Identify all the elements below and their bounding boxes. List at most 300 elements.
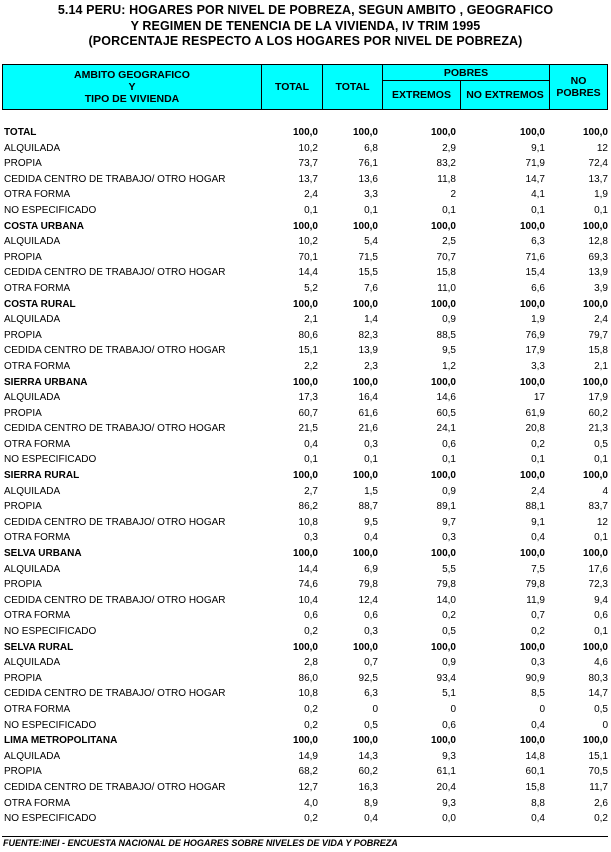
row-value: 0,1 (594, 454, 608, 466)
row-value: 0,6 (594, 610, 608, 622)
row-value: 100,0 (352, 220, 378, 232)
table-row (3, 125, 609, 141)
row-value: 1,9 (594, 189, 608, 201)
row-label: OTRA FORMA (4, 438, 71, 450)
row-value: 0,1 (531, 454, 545, 466)
row-value: 0,4 (531, 532, 545, 544)
row-value: 100,0 (519, 220, 545, 232)
row-value: 100,0 (352, 548, 378, 560)
row-label: CEDIDA CENTRO DE TRABAJO/ OTRO HOGAR (4, 594, 226, 606)
table-row (3, 281, 609, 297)
row-value: 0,5 (364, 719, 378, 731)
row-value: 10,2 (298, 236, 318, 248)
row-value: 17,9 (525, 345, 545, 357)
row-label: ALQUILADA (4, 142, 61, 154)
row-value: 0,2 (304, 703, 318, 715)
table-row (3, 624, 609, 640)
row-value: 100,0 (430, 220, 456, 232)
header-ambito-line-2: Y (128, 81, 136, 93)
row-value: 61,6 (358, 407, 378, 419)
row-value: 3,3 (531, 360, 545, 372)
title-line-3: (PORCENTAJE RESPECTO A LOS HOGARES POR NIVEL DE POBREZA) (88, 34, 523, 48)
row-label: CEDIDA CENTRO DE TRABAJO/ OTRO HOGAR (4, 345, 226, 357)
row-label: PROPIA (4, 501, 42, 513)
row-value: 100,0 (582, 127, 608, 138)
row-value: 100,0 (430, 127, 456, 138)
table-row (3, 328, 609, 344)
row-value: 0,3 (442, 532, 456, 544)
table-row (3, 265, 609, 281)
row-value: 12,4 (358, 594, 378, 606)
row-value: 92,5 (358, 672, 378, 684)
table-row (3, 203, 609, 219)
row-value: 0,7 (531, 610, 545, 622)
row-value: 0,0 (442, 813, 456, 825)
row-label: ALQUILADA (4, 657, 61, 669)
row-value: 12,7 (298, 781, 318, 793)
row-value: 17,9 (588, 392, 608, 404)
table-row (3, 577, 609, 593)
row-value: 4,6 (594, 657, 608, 669)
table-row (3, 437, 609, 453)
row-value: 88,5 (436, 329, 456, 341)
row-value: 7,5 (531, 563, 545, 575)
row-value: 0,3 (531, 657, 545, 669)
row-label: SELVA URBANA (4, 548, 82, 560)
row-label: OTRA FORMA (4, 610, 71, 622)
row-value: 15,4 (525, 267, 545, 279)
row-value: 0 (450, 703, 456, 715)
table-row (3, 671, 609, 687)
row-value: 15,8 (436, 267, 456, 279)
row-value: 0,3 (304, 532, 318, 544)
table-row (3, 250, 609, 266)
row-value: 100,0 (352, 641, 378, 653)
row-value: 100,0 (430, 548, 456, 560)
row-label: OTRA FORMA (4, 703, 71, 715)
row-value: 16,3 (358, 781, 378, 793)
row-label: PROPIA (4, 158, 42, 170)
row-value: 2 (450, 189, 456, 201)
row-value: 8,8 (531, 797, 545, 809)
row-value: 83,2 (436, 158, 456, 170)
row-value: 0,2 (304, 626, 318, 637)
row-value: 100,0 (430, 735, 456, 747)
row-label: SELVA RURAL (4, 641, 74, 653)
header-no-pobres (550, 65, 607, 109)
row-value: 13,9 (588, 267, 608, 279)
row-value: 100,0 (519, 641, 545, 653)
row-value: 70,7 (436, 251, 456, 263)
row-value: 0,3 (364, 438, 378, 450)
row-label: LIMA METROPOLITANA (4, 735, 118, 747)
row-value: 61,9 (525, 407, 545, 419)
row-value: 6,3 (531, 236, 545, 248)
row-value: 17,3 (298, 392, 318, 404)
row-value: 7,6 (364, 282, 378, 294)
row-value: 3,9 (594, 282, 608, 294)
row-label: ALQUILADA (4, 392, 61, 404)
row-label: ALQUILADA (4, 314, 61, 326)
row-value: 60,2 (588, 407, 608, 419)
row-label: PROPIA (4, 579, 42, 591)
row-value: 100,0 (582, 376, 608, 388)
row-label: PROPIA (4, 766, 42, 778)
row-value: 0,1 (531, 204, 545, 216)
table-row (3, 515, 609, 531)
table-row (3, 484, 609, 500)
row-value: 14,8 (525, 750, 545, 762)
row-value: 15,8 (525, 781, 545, 793)
row-value: 9,1 (531, 516, 545, 528)
row-value: 2,4 (304, 189, 318, 201)
row-value: 2,4 (531, 485, 545, 497)
row-value: 89,1 (436, 501, 456, 513)
row-label: ALQUILADA (4, 236, 61, 248)
row-value: 79,8 (525, 579, 545, 591)
row-value: 100,0 (582, 641, 608, 653)
table-row (3, 546, 609, 562)
title-line-1: 5.14 PERU: HOGARES POR NIVEL DE POBREZA, SEGUN AMBITO , GEOGRAFICO (57, 3, 554, 17)
title-line-2: Y REGIMEN DE TENENCIA DE LA VIVIENDA, IV TRIM 1995 (130, 18, 481, 33)
row-value: 0,1 (442, 454, 456, 466)
table-row (3, 406, 609, 422)
row-value: 60,1 (525, 766, 545, 778)
table-row (3, 343, 609, 359)
row-label: PROPIA (4, 251, 42, 263)
row-value: 0,5 (594, 703, 608, 715)
row-value: 100,0 (430, 298, 456, 310)
table-body (3, 125, 609, 827)
row-value: 3,3 (364, 189, 378, 201)
row-value: 9,7 (442, 516, 456, 528)
row-value: 100,0 (352, 298, 378, 310)
row-value: 14,7 (588, 688, 608, 700)
row-value: 6,3 (364, 688, 378, 700)
header-ambito-line-1: AMBITO GEOGRAFICO (74, 69, 190, 81)
row-value: 9,5 (442, 345, 456, 357)
row-value: 0,9 (442, 657, 456, 669)
row-value: 4,1 (531, 189, 545, 201)
row-value: 79,8 (358, 579, 378, 591)
row-label: NO ESPECIFICADO (4, 719, 97, 731)
row-value: 11,7 (589, 781, 608, 793)
row-value: 21,6 (358, 423, 378, 435)
row-value: 14,3 (358, 750, 378, 762)
row-value: 79,7 (588, 329, 608, 341)
row-label: OTRA FORMA (4, 282, 71, 294)
row-value: 72,4 (588, 158, 608, 170)
row-value: 0,1 (442, 204, 456, 216)
table-row (3, 718, 609, 734)
row-value: 69,3 (588, 251, 608, 263)
row-value: 9,3 (442, 750, 456, 762)
row-value: 100,0 (292, 298, 318, 310)
table-row (3, 530, 609, 546)
table-row (3, 499, 609, 515)
row-value: 100,0 (352, 376, 378, 388)
table-row (3, 156, 609, 172)
table-row (3, 562, 609, 578)
row-value: 88,1 (525, 501, 545, 513)
row-value: 60,7 (298, 407, 318, 419)
table-row (3, 593, 609, 609)
row-value: 9,5 (364, 516, 378, 528)
row-value: 15,8 (588, 345, 608, 357)
row-value: 17 (533, 392, 545, 404)
row-value: 68,2 (298, 766, 318, 778)
row-value: 14,7 (525, 173, 545, 185)
row-label: PROPIA (4, 329, 42, 341)
row-value: 0,5 (442, 626, 456, 637)
row-label: SIERRA URBANA (4, 376, 88, 388)
row-value: 80,3 (588, 672, 608, 684)
data-table (3, 125, 609, 827)
row-value: 1,5 (364, 485, 378, 497)
bottom-divider (2, 836, 608, 837)
table-row (3, 811, 609, 827)
table-row (3, 468, 609, 484)
row-value: 100,0 (582, 298, 608, 310)
row-value: 71,6 (525, 251, 545, 263)
row-value: 76,9 (525, 329, 545, 341)
header-total-1: TOTAL (274, 81, 310, 93)
row-value: 71,9 (525, 158, 545, 170)
row-value: 1,9 (531, 314, 545, 326)
row-value: 11,8 (437, 173, 456, 185)
row-label: CEDIDA CENTRO DE TRABAJO/ OTRO HOGAR (4, 173, 226, 185)
row-value: 100,0 (519, 470, 545, 482)
table-row (3, 764, 609, 780)
row-label: COSTA RURAL (4, 298, 76, 310)
row-value: 100,0 (582, 220, 608, 232)
row-value: 2,9 (442, 142, 456, 154)
row-value: 60,2 (358, 766, 378, 778)
table-row (3, 608, 609, 624)
row-value: 90,9 (525, 672, 545, 684)
row-value: 0,1 (594, 204, 608, 216)
row-value: 0,1 (304, 454, 318, 466)
row-value: 0,9 (442, 485, 456, 497)
row-label: CEDIDA CENTRO DE TRABAJO/ OTRO HOGAR (4, 688, 226, 700)
row-value: 9,1 (531, 142, 545, 154)
row-value: 0,2 (442, 610, 456, 622)
row-value: 20,8 (525, 423, 545, 435)
row-value: 0,1 (594, 626, 608, 637)
row-value: 14,9 (298, 750, 318, 762)
table-row (3, 375, 609, 391)
row-value: 88,7 (358, 501, 378, 513)
row-label: ALQUILADA (4, 563, 61, 575)
row-label: OTRA FORMA (4, 360, 71, 372)
row-value: 0,4 (531, 813, 545, 825)
row-value: 6,9 (364, 563, 378, 575)
row-value: 100,0 (292, 548, 318, 560)
header-ambito (3, 65, 261, 109)
row-value: 2,1 (304, 314, 318, 326)
table-row (3, 421, 609, 437)
table-row (3, 297, 609, 313)
row-value: 11,9 (526, 594, 545, 606)
row-value: 16,4 (358, 392, 378, 404)
row-value: 15,5 (358, 267, 378, 279)
row-value: 86,0 (298, 672, 318, 684)
source-footer: FUENTE:INEI - ENCUESTA NACIONAL DE HOGARES SOBRE NIVELES DE VIDA Y POBREZA (3, 838, 398, 848)
row-value: 100,0 (430, 641, 456, 653)
row-value: 86,2 (298, 501, 318, 513)
table-row (3, 359, 609, 375)
row-value: 100,0 (292, 220, 318, 232)
row-value: 4,0 (304, 797, 318, 809)
row-value: 20,4 (436, 781, 456, 793)
table-row (3, 640, 609, 656)
table-row (3, 390, 609, 406)
row-value: 1,4 (364, 314, 378, 326)
row-value: 14,6 (436, 392, 456, 404)
row-value: 4 (602, 485, 608, 497)
row-value: 10,8 (298, 516, 318, 528)
row-label: PROPIA (4, 407, 42, 419)
row-label: TOTAL (4, 127, 37, 138)
row-value: 0,6 (442, 719, 456, 731)
row-value: 0,6 (442, 438, 456, 450)
row-value: 10,4 (298, 594, 318, 606)
row-value: 0,2 (594, 813, 608, 825)
row-value: 82,3 (358, 329, 378, 341)
row-value: 100,0 (352, 735, 378, 747)
row-value: 70,5 (588, 766, 608, 778)
row-value: 0,6 (364, 610, 378, 622)
row-label: NO ESPECIFICADO (4, 813, 97, 825)
row-value: 9,4 (594, 594, 608, 606)
row-value: 0,1 (364, 454, 378, 466)
row-value: 100,0 (352, 127, 378, 138)
row-value: 5,5 (442, 563, 456, 575)
row-value: 13,6 (358, 173, 378, 185)
row-value: 0,5 (594, 438, 608, 450)
row-value: 10,2 (298, 142, 318, 154)
row-value: 2,7 (304, 485, 318, 497)
row-label: OTRA FORMA (4, 797, 71, 809)
row-value: 12 (596, 142, 608, 154)
row-value: 15,1 (588, 750, 608, 762)
row-value: 0 (539, 703, 545, 715)
row-value: 17,6 (588, 563, 608, 575)
row-value: 5,2 (304, 282, 318, 294)
table-row (3, 780, 609, 796)
row-value: 21,5 (298, 423, 318, 435)
row-value: 60,5 (436, 407, 456, 419)
row-label: ALQUILADA (4, 485, 61, 497)
row-value: 0,2 (531, 438, 545, 450)
row-value: 6,6 (531, 282, 545, 294)
row-value: 100,0 (519, 127, 545, 138)
table-header (2, 64, 608, 110)
row-value: 0,7 (364, 657, 378, 669)
row-value: 73,7 (298, 158, 318, 170)
header-no-pobres-line-2: POBRES (556, 87, 601, 99)
row-value: 0,1 (594, 532, 608, 544)
row-value: 13,9 (358, 345, 378, 357)
row-value: 100,0 (292, 376, 318, 388)
row-value: 5,1 (442, 688, 456, 700)
row-value: 2,6 (594, 797, 608, 809)
row-label: OTRA FORMA (4, 532, 71, 544)
row-value: 2,4 (594, 314, 608, 326)
row-label: CEDIDA CENTRO DE TRABAJO/ OTRO HOGAR (4, 267, 226, 279)
row-value: 2,3 (364, 360, 378, 372)
table-row (3, 749, 609, 765)
row-value: 100,0 (430, 470, 456, 482)
row-value: 79,8 (436, 579, 456, 591)
row-value: 100,0 (519, 735, 545, 747)
table-row (3, 655, 609, 671)
row-value: 0 (372, 703, 378, 715)
table-row (3, 141, 609, 157)
row-value: 100,0 (430, 376, 456, 388)
row-value: 21,3 (588, 423, 608, 435)
row-value: 15,1 (298, 345, 318, 357)
row-label: CEDIDA CENTRO DE TRABAJO/ OTRO HOGAR (4, 423, 226, 435)
row-value: 0,4 (531, 719, 545, 731)
row-value: 93,4 (436, 672, 456, 684)
row-value: 24,1 (436, 423, 456, 435)
table-row (3, 312, 609, 328)
row-value: 74,6 (298, 579, 318, 591)
row-value: 0,2 (531, 626, 545, 637)
row-value: 100,0 (292, 127, 318, 138)
row-value: 0,3 (364, 626, 378, 637)
row-value: 5,4 (364, 236, 378, 248)
row-value: 61,1 (436, 766, 456, 778)
row-value: 11,0 (437, 282, 456, 294)
row-value: 2,1 (594, 360, 608, 372)
row-value: 100,0 (519, 548, 545, 560)
table-row (3, 796, 609, 812)
row-value: 100,0 (582, 735, 608, 747)
row-value: 0,4 (364, 532, 378, 544)
table-row (3, 686, 609, 702)
row-value: 0,4 (364, 813, 378, 825)
row-label: PROPIA (4, 672, 42, 684)
header-pobres: POBRES (443, 67, 489, 79)
row-value: 1,2 (442, 360, 456, 372)
row-label: NO ESPECIFICADO (4, 204, 97, 216)
row-label: SIERRA RURAL (4, 470, 80, 482)
table-row (3, 172, 609, 188)
table-row (3, 733, 609, 749)
row-value: 0 (602, 719, 608, 731)
row-value: 76,1 (358, 158, 378, 170)
row-value: 70,1 (298, 251, 318, 263)
header-extremos: EXTREMOS (392, 89, 451, 101)
row-value: 2,8 (304, 657, 318, 669)
row-value: 100,0 (352, 470, 378, 482)
table-row (3, 234, 609, 250)
row-value: 0,1 (364, 204, 378, 216)
row-value: 0,9 (442, 314, 456, 326)
row-label: ALQUILADA (4, 750, 61, 762)
row-value: 14,4 (298, 267, 318, 279)
row-value: 0,6 (304, 610, 318, 622)
row-value: 100,0 (582, 470, 608, 482)
row-label: CEDIDA CENTRO DE TRABAJO/ OTRO HOGAR (4, 516, 226, 528)
row-value: 100,0 (292, 470, 318, 482)
row-value: 0,2 (304, 813, 318, 825)
row-value: 83,7 (588, 501, 608, 513)
header-no-pobres-line-1: NO (570, 75, 587, 87)
row-value: 12 (596, 516, 608, 528)
